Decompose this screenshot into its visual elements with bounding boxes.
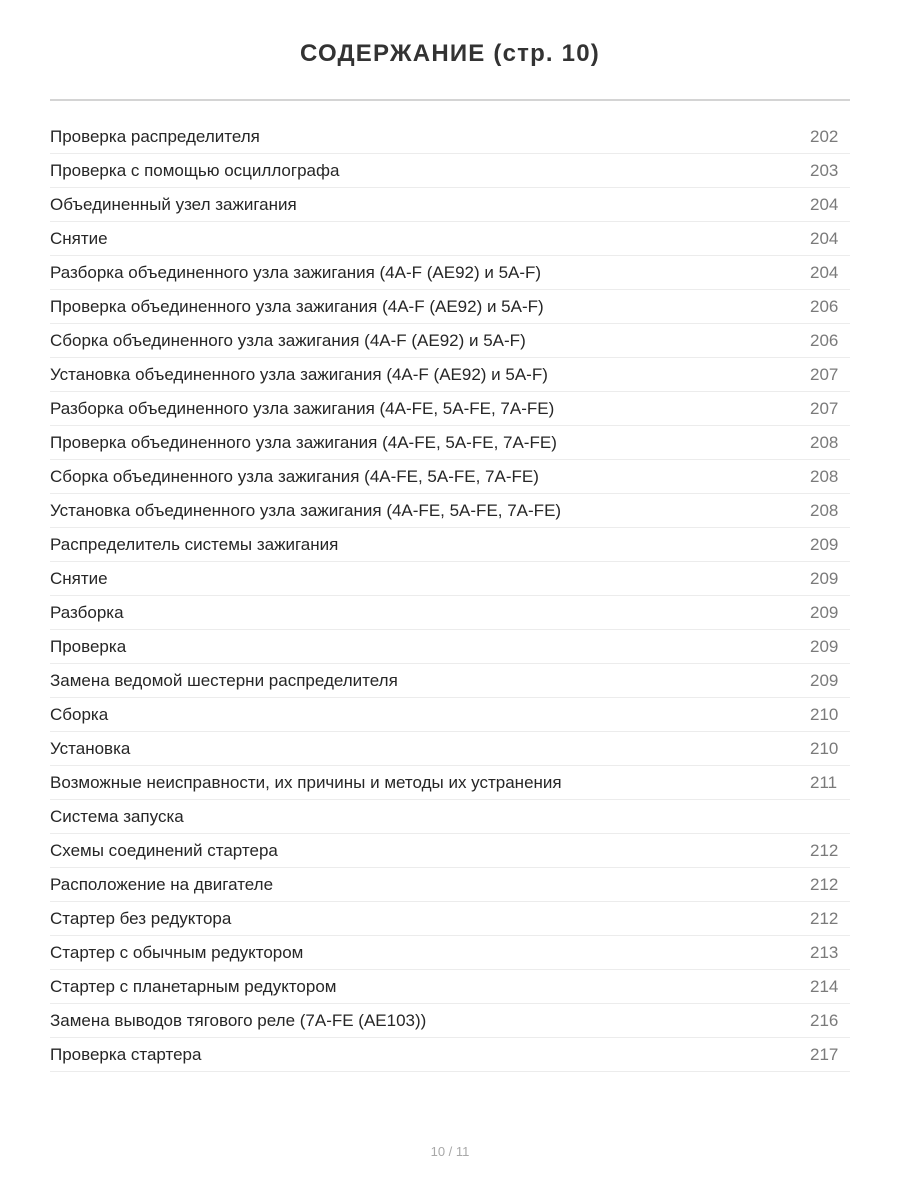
toc-entry-title: Проверка с помощью осциллографа [50,160,340,180]
toc-entry-title: Снятие [50,228,108,248]
toc-entry-page-number: 208 [810,432,839,452]
toc-entry-page-number: 206 [810,330,839,350]
toc-entry-page-number: 213 [810,942,839,962]
toc-entry-page-number: 204 [810,228,839,248]
toc-entry-title: Распределитель системы зажигания [50,534,339,554]
toc-entry-title: Система запуска [50,806,184,826]
toc-entry-title: Проверка объединенного узла зажигания (4A-F (AE92) и 5A-F) [50,296,544,316]
toc-entry[interactable] [50,324,850,358]
toc-entry-page-number: 209 [810,670,839,690]
toc-entry-page-number: 206 [810,296,839,316]
toc-entry-title: Установка объединенного узла зажигания (4A-FE, 5A-FE, 7A-FE) [50,500,562,520]
toc-entry[interactable] [50,1038,850,1072]
toc-entry[interactable] [50,256,850,290]
toc-entry-title: Установка объединенного узла зажигания (4A-F (AE92) и 5A-F) [50,364,548,384]
toc-entry-title: Объединенный узел зажигания [50,194,297,214]
toc-entry[interactable] [50,732,850,766]
toc-entry-page-number: 214 [810,976,839,996]
toc-entry[interactable] [50,154,850,188]
toc-entry-title: Замена выводов тягового реле (7A-FE (AE103)) [50,1010,427,1030]
toc-entry-title: Проверка объединенного узла зажигания (4A-FE, 5A-FE, 7A-FE) [50,432,557,452]
toc-entry-page-number: 209 [810,534,839,554]
page-indicator: 10 / 11 [430,1144,470,1159]
toc-entry[interactable] [50,664,850,698]
toc-entry[interactable] [50,596,850,630]
toc-entry-page-number: 208 [810,500,839,520]
toc-entry[interactable] [50,630,850,664]
toc-entry-page-number: 217 [810,1044,839,1064]
title-divider [50,99,850,101]
toc-entry-page-number: 209 [810,602,839,622]
toc-entry[interactable] [50,120,850,154]
toc-entry-page-number: 209 [810,568,839,588]
toc-entry[interactable] [50,358,850,392]
toc-entry[interactable] [50,800,850,834]
toc-entry[interactable] [50,562,850,596]
toc-entry-title: Проверка распределителя [50,126,260,146]
toc-entry[interactable] [50,902,850,936]
toc-entry-page-number: 216 [810,1010,839,1030]
page-title: СОДЕРЖАНИЕ (стр. 10) [300,40,600,67]
toc-entry-title: Установка [50,738,131,758]
toc-entry-page-number: 202 [810,126,839,146]
toc-entry-title: Замена ведомой шестерни распределителя [50,670,398,690]
toc-entry-title: Сборка объединенного узла зажигания (4A-FE, 5A-FE, 7A-FE) [50,466,539,486]
toc-entry-title: Стартер с обычным редуктором [50,942,304,962]
toc-entry-title: Проверка [50,636,127,656]
toc-entry-page-number: 208 [810,466,839,486]
toc-entry-title: Схемы соединений стартера [50,840,278,860]
toc-entry-page-number: 210 [810,704,839,724]
toc-entry-title: Сборка объединенного узла зажигания (4A-F (AE92) и 5A-F) [50,330,526,350]
toc-entry-title: Стартер с планетарным редуктором [50,976,337,996]
toc-entry-title: Стартер без редуктора [50,908,232,928]
toc-entry[interactable] [50,766,850,800]
toc-entry-page-number: 207 [810,364,839,384]
toc-entry-title: Возможные неисправности, их причины и методы их устранения [50,772,562,792]
toc-entry-page-number: 209 [810,636,839,656]
toc-entry-title: Расположение на двигателе [50,874,274,894]
toc-entry[interactable] [50,936,850,970]
toc-entry[interactable] [50,970,850,1004]
toc-entry[interactable] [50,392,850,426]
toc-entry-page-number: 212 [810,874,839,894]
table-of-contents [50,120,850,1072]
toc-entry-title: Разборка [50,602,124,622]
toc-entry-title: Разборка объединенного узла зажигания (4A-FE, 5A-FE, 7A-FE) [50,398,555,418]
toc-entry[interactable] [50,426,850,460]
toc-entry-page-number: 212 [810,908,839,928]
toc-entry[interactable] [50,290,850,324]
toc-entry[interactable] [50,698,850,732]
toc-entry[interactable] [50,460,850,494]
toc-entry-page-number: 204 [810,262,839,282]
toc-entry-title: Снятие [50,568,108,588]
toc-entry-page-number: 204 [810,194,839,214]
toc-entry-title: Проверка стартера [50,1044,202,1064]
toc-entry[interactable] [50,494,850,528]
toc-entry[interactable] [50,222,850,256]
toc-entry-title: Сборка [50,704,109,724]
toc-entry-title: Разборка объединенного узла зажигания (4A-F (AE92) и 5A-F) [50,262,542,282]
toc-entry-page-number: 203 [810,160,839,180]
toc-entry[interactable] [50,1004,850,1038]
toc-entry[interactable] [50,528,850,562]
toc-entry-page-number: 207 [810,398,839,418]
toc-entry-page-number: 210 [810,738,839,758]
toc-entry-page-number: 212 [810,840,839,860]
toc-entry[interactable] [50,188,850,222]
toc-entry[interactable] [50,868,850,902]
toc-entry-page-number: 211 [810,772,838,792]
toc-entry[interactable] [50,834,850,868]
